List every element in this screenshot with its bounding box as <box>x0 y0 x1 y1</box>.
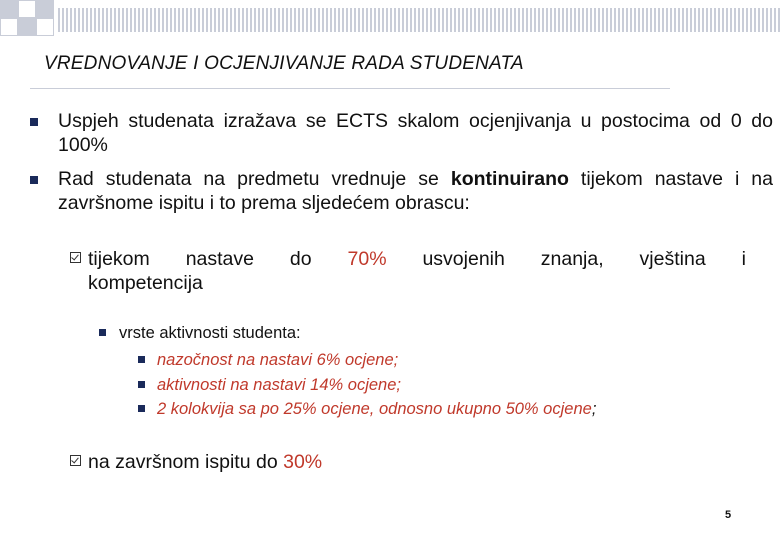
sub-bullet-line: kompetencija <box>88 272 203 294</box>
sub-bullet-word: vještina <box>639 248 706 270</box>
bullet-text: Uspjeh studenata izražava se ECTS skalom ocjenjivanja u postocima od 0 do 100% <box>58 110 773 156</box>
decor-square <box>18 18 36 36</box>
decor-square <box>18 0 36 18</box>
sub-bullet-word: tijekom <box>88 248 150 270</box>
decor-square <box>36 0 54 18</box>
checkbox-bullet-icon <box>70 252 81 263</box>
slide-title: VREDNOVANJE I OCJENJIVANJE RADA STUDENATA <box>44 53 524 74</box>
decor-square <box>36 18 54 36</box>
decor-top-bar <box>58 8 780 32</box>
sub-bullet-word: i <box>741 248 746 270</box>
activity-heading: vrste aktivnosti studenta: <box>119 324 301 342</box>
activity-text-suffix: ; <box>591 400 597 418</box>
sub-bullet-word: nastave <box>185 248 254 270</box>
square-bullet-icon <box>30 118 38 126</box>
decor-square <box>0 0 18 18</box>
activity-text-main: 2 kolokvija sa po 25% ocjene, odnosno ukupno 50% ocjene <box>157 400 592 418</box>
bullet-text-end: tijekom nastave i na završnome ispitu i to prema sljedećem obrascu: <box>58 168 773 214</box>
bullet-text-start: Rad studenata na predmetu vrednuje se <box>58 168 451 190</box>
activity-text: nazočnost na nastavi 6% ocjene; <box>157 351 399 369</box>
sub-bullet-text <box>88 450 322 474</box>
sub-bullet-line <box>88 247 746 271</box>
sub-bullet-word: do <box>289 248 312 270</box>
square-bullet-icon <box>138 356 145 363</box>
square-bullet-icon <box>138 405 145 412</box>
sub-bullet-percent: 30% <box>283 451 323 473</box>
decor-square <box>0 18 18 36</box>
bullet-text <box>58 167 773 215</box>
sub-bullet-word: usvojenih <box>422 248 505 270</box>
bullet-text-bold: kontinuirano <box>450 168 569 190</box>
sub-bullet-percent: 70% <box>347 248 387 270</box>
activity-text: aktivnosti na nastavi 14% ocjene; <box>157 376 401 394</box>
checkbox-bullet-icon <box>70 455 81 466</box>
sub-bullet-word: znanja, <box>540 248 604 270</box>
square-bullet-icon <box>99 329 106 336</box>
square-bullet-icon <box>30 176 38 184</box>
activity-text <box>157 399 596 419</box>
title-rule <box>30 88 670 89</box>
square-bullet-icon <box>138 381 145 388</box>
page-number: 5 <box>725 509 732 521</box>
sub-bullet-text-main: na završnom ispitu do <box>88 451 284 473</box>
